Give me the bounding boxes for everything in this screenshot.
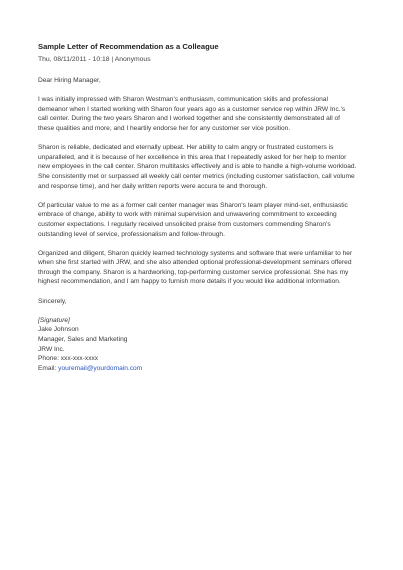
paragraph-2 <box>38 143 381 191</box>
paragraph-line: unparalleled, and it is because of her excellence in this area that I repeatedly asked for her help to mentor <box>38 153 347 161</box>
paragraph-line: highest recommendation, and I am happy to furnish more details if you would like additional information. <box>38 278 341 286</box>
paragraph-line: Organized and diligent, Sharon quickly learned technology systems and software that were unfamiliar to her <box>38 249 353 257</box>
paragraph-line: demeanor when I started working with Sharon four years ago as a customer service rep within JRW Inc.'s <box>38 105 346 113</box>
paragraph-line: call center. During the two years Sharon and I worked together and she consistently demonstrated all of <box>38 115 341 123</box>
paragraph-line: new employees in the call center. Sharon multitasks effectively and is able to handle a high-volume workload. <box>38 163 357 171</box>
signer-phone: Phone: xxx-xxx-xxxx <box>38 355 99 363</box>
paragraph-line: Of particular value to me as a former call center manager was Sharon's team player mind-set, enthusiastic <box>38 201 348 209</box>
post-meta: Thu, 08/11/2011 - 10:18 | Anonymous <box>38 56 151 63</box>
paragraph-line: these qualities and more, and I heartily endorse her for any customer ser vice position. <box>38 124 291 132</box>
email-label: Email: <box>38 364 59 372</box>
signature-placeholder: [Signature] <box>38 316 70 324</box>
paragraph-line: when she first started with JRW, and she also attended optional professional-development seminars offered <box>38 259 352 267</box>
signer-name: Jake Johnson <box>38 326 79 334</box>
paragraph-line: She consistently met or surpassed all weekly call center metrics (including customer satisfaction, call volume <box>38 172 355 180</box>
paragraph-4 <box>38 249 381 287</box>
signature-block <box>38 316 381 374</box>
greeting: Dear Hiring Manager, <box>38 77 101 84</box>
signer-company: JRW Inc. <box>38 345 65 353</box>
signer-email-row <box>38 364 381 374</box>
paragraph-line: through the company. Sharon is a hardworking, top-performing customer service professional. She has my <box>38 268 349 276</box>
paragraph-line: I was initially impressed with Sharon Westman's enthusiasm, communication skills and professional <box>38 96 328 104</box>
paragraph-1 <box>38 95 381 133</box>
paragraph-line: Sharon is reliable, dedicated and eternally upbeat. Her ability to calm angry or frustrated customers is <box>38 144 334 152</box>
page-title: Sample Letter of Recommendation as a Colleague <box>38 42 219 51</box>
paragraph-line: embrace of change, ability to work with minimal supervision and unwavering commitment to exceeding <box>38 211 337 219</box>
paragraph-line: customer expectations. I regularly received unsolicited praise from customers commending Sharon's <box>38 220 331 228</box>
email-link[interactable]: youremail@yourdomain.com <box>58 364 143 372</box>
signer-title: Manager, Sales and Marketing <box>38 336 128 344</box>
paragraph-line: and response time), and her daily written reports were accura te and thorough. <box>38 182 268 190</box>
paragraph-line: outstanding level of service, professionalism and follow-through. <box>38 230 225 238</box>
paragraph-3 <box>38 201 381 239</box>
closing: Sincerely, <box>38 297 67 305</box>
